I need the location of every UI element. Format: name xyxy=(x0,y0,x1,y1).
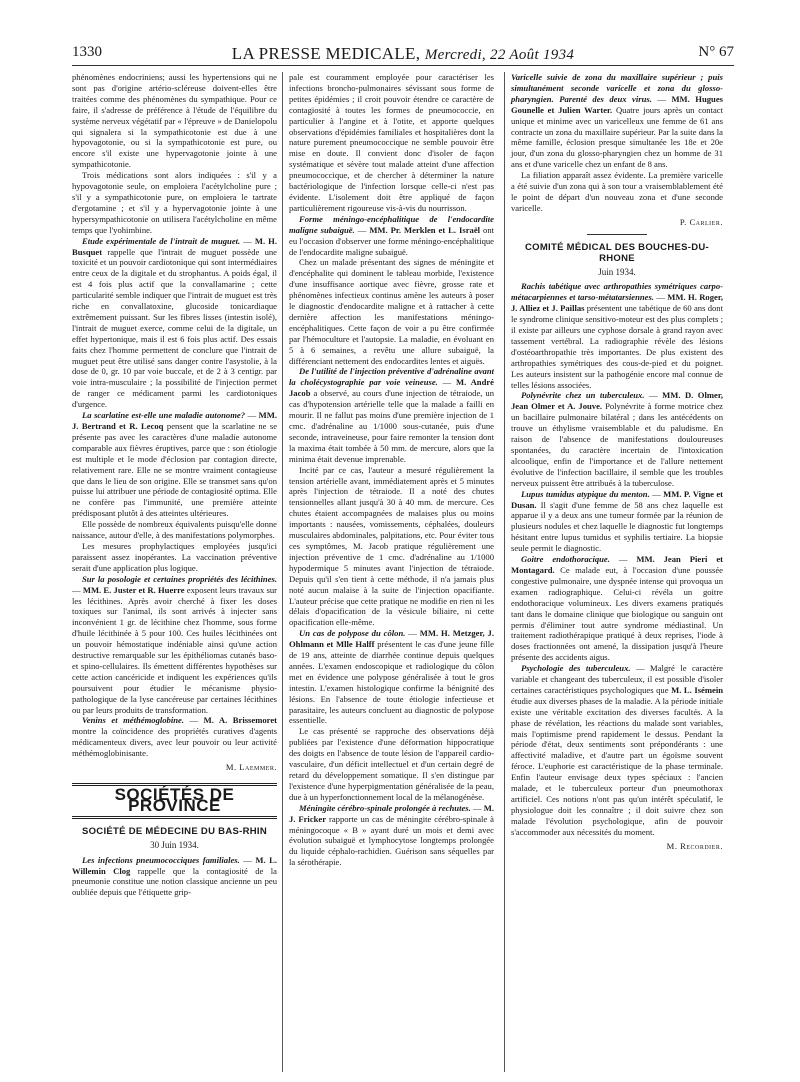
article-title: Les infections pneumococciques familiales. xyxy=(82,854,240,865)
signature: M. Recordier. xyxy=(666,840,723,851)
article-title: Méningite cérébro-spinale prolongée à rechutes. xyxy=(299,802,471,813)
article-title: Polynévrite chez un tuberculeux. xyxy=(521,390,645,401)
article-author: M. L. Isémein xyxy=(671,684,723,695)
article: Psychologie des tuberculeux. — Malgré le caractère variable et changeant des tuberculeux, il est possible d'isoler certaines caractéristiques psychologiques que M. L. Isémein étudie aux diverses phases de la maladie. A la période initiale existe une véritable excitation des diverses facultés. A la phase de révélation, les réactions du malade sont variables, mais l'optimisme prend rapidement le dessus. Pendant la période d'état, deux sentiments sont prépondérants : une affectivité maladive, et d'autre part un égoïsme souvent féroce. L'euphorie est caractéristique de la phase terminale. Enfin l'auteur envisage deux types spéciaux : l'ancien malade, et le tuberculeux porteur d'un pneumothorax artificiel. Ces notions n'ont pas qu'un intérêt spéculatif, le physiologue doit les connaître ; il doit suivre chez son malade l'évolution psychologique, afin de pouvoir s'accommoder aux nécessités du moment. xyxy=(511,663,723,837)
article-author: MM. P. Vigne et Dusan. xyxy=(511,488,723,510)
article-text: rappelle que l'intrait de muguet possède une toxicité et un pouvoir cardiotonique qui sont intermédiaires entre ceux de la digitale et du strophantus. A poids égal, il est 4 fois plus actif que la convallamarine ; cette particularité semble indiquer que l'intrait de muguet est très riche en convallatoxine, glucoside tonicardiaque extrêmement puissant. Sur les fibres lisses (intestin isolé), l'intrait de muguet exerce, comme celui de la digitale, un effet hypertonique, mais il est 6 fois plus actif. Des essais faits chez l'homme permettent de conclure que l'intrait de muguet peut être utilisé sans danger contre l'asystolie, à la dose de 0, gr. 10 par voie buccale, et de 2 à 3 centigr. par voie intra-musculaire ; la possibilité de l'injection permet de ranger ce médicament parmi les cardiotoniques d'urgence. xyxy=(72,246,277,410)
article-title: Venins et méthémoglobine. xyxy=(82,715,184,726)
paragraph: phénomènes endocriniens; aussi les hypertensions qui ne sont pas d'origine artério-scléreuse doivent-elles être traitées comme des phénomènes du sympathique. Pour ce faire, il s'adresse de préférence à l'étude de l'équilibre du système nerveux végétatif par « l'épreuve » de Danielopolu qui signalera si la sympathicotonie est due à une hypovagotonie, ou si la sympathicotonie est pure, ou encore s'il existe une hypervagotonie jointe à une sympathicotonie. xyxy=(72,72,277,170)
article: Rachis tabétique avec arthropathies symétriques carpo-métacarpiennes et tarso-métatarsiennes. — MM. H. Roger, J. Alliez et J. Paillas présentent une tabétique de 60 ans dont le syndrome clinique sensitivo-moteur est des plus complets ; il existe par ailleurs une cyphose dorsale à grand rayon avec tassement vertébral. La radiographie révèle des lésions d'ostéoarthropathie très importantes. De plus existent des arthropathies symétriques des cous-de-pied et du poignet. Les auteurs insistent sur la pathogénie encore mal connue de telles lésions associées. xyxy=(511,281,724,390)
article-author: M. A. Brissemoret xyxy=(203,715,277,726)
article-title: De l'utilité de l'injection préventive d'adrénaline avant la cholécystographie par voie veineuse. xyxy=(289,366,494,388)
article: Etude expérimentale de l'intrait de muguet. — M. H. Busquet rappelle que l'intrait de muguet possède une toxicité et un pouvoir cardiotonique qui sont intermédiaires entre ceux de la digitale et du strophantus. A poids égal, il est 4 fois plus actif que la convallamarine ; cette particularité semble indiquer que l'intrait de muguet est très riche en convallatoxine, glucoside tonicardiaque extrêmement puissant. Sur les fibres lisses (intestin isolé), l'intrait de muguet exerce, comme celui de la digitale, un effet hypertonique, mais il est 6 fois plus actif. Des essais faits chez l'homme permettent de conclure que l'intrait de muguet peut être utilisé sans danger contre l'asystolie, à la dose de 0, gr. 10 par voie buccale, et de 2 à 3 centigr. par voie intra-musculaire ; la possibilité de l'injection permet de ranger ce médicament parmi les cardiotoniques d'urgence. xyxy=(72,235,277,410)
separator-rule xyxy=(587,234,647,235)
article-text: Quatre jours après un contact unique et minime avec un varicelleux une femme de 61 ans contracte un zona du maxillaire supérieur. Par la suite dans la même famille, éclosion presque simultanée les 18e et 20e jour, d'un zona du glosso-pharyngien chez un homme de 31 ans et d'une varicelle chez un enfant de 8 ans. xyxy=(511,104,724,170)
society-name: SOCIÉTÉ DE MÉDECINE DU BAS-RHIN xyxy=(81,825,268,837)
article-author: MM. Hugues Gounelle et Julien Warter. xyxy=(511,93,723,115)
article-text: a observé, au cours d'une injection de tétraiode, un cas d'hypotension artérielle telle que la malade a failli en mourir. Il ne fallut pas moins d'une première injection de 1 cmc. d'adrénaline au 1/1000 sous-cutanée, puis d'une seconde, intraveineuse, pour faire remonter la tension dont la maxima était tombée à 50 mm. de mercure, alors que la minima était devenue imprenable. xyxy=(289,388,494,464)
paragraph: Les mesures prophylactiques employées jusqu'ici paraissent assez inopérantes. La vaccination préventive serait d'une application plus logique. xyxy=(72,540,277,573)
article-text: étudie aux diverses phases de la maladie. A la période initiale existe une véritable excitation des diverses facultés. A la phase de révélation, les réactions du malade sont variables, mais l'optimisme prend rapidement le dessus. Pendant la période d'état, deux sentiments sont prépondérants : une affectivité maladive, et d'autre part un égoïsme souvent féroce. L'euphorie est caractéristique de la phase terminale. Enfin l'auteur envisage deux types spéciaux : l'ancien malade, et le tuberculeux porteur d'un pneumothorax artificiel. Ces notions n'ont pas qu'un intérêt spéculatif, le physiologue doit les connaître ; il doit suivre chez son malade l'évolution psychologique, afin de pouvoir s'accommoder aux nécessités du moment. xyxy=(511,695,723,837)
page-number: 1330 xyxy=(72,44,102,60)
article: La scarlatine est-elle une maladie autonome? — MM. J. Bertrand et R. Lecoq pensent que la scarlatine ne se présente pas avec les caractères d'une maladie autonome comparable aux fièvres éruptives, parce que : son étiologie est multiple et le mode d'éclosion par contagion directe, relativement rare. Elle ne se montre vraiment contagieuse que dans le lieu de son origine. Elle se transmet sans qu'on puisse lui attribuer une période de contagiosité optima. Elle ne confère pas l'immunité, une première atteinte prédisposant plutôt à des atteintes ultérieures. xyxy=(72,410,278,519)
article-title: Varicelle suivie de zona du maxillaire supérieur ; puis simultanément seconde varicelle et zona du glosso-pharyngien. Parenté des deux virus. xyxy=(511,72,723,104)
paragraph: La filiation apparaît assez évidente. La première varicelle a été suivie d'un zona qui à son tour a vraisemblablement été le point de départ d'un nouveau zona et d'une seconde varicelle. xyxy=(511,170,723,213)
article: Méningite cérébro-spinale prolongée à rechutes. — M. J. Fricker rapporte un cas de méningite cérébro-spinale à méningocoque « B » ayant duré un mois et demi avec évolution subaiguë et lymphocytose longtemps prolongée du liquide céphalo-rachidien. Guérison sans séquelles par la sérothérapie. xyxy=(289,802,494,868)
article-text: pensent que la scarlatine ne se présente pas avec les caractères d'une maladie autonome comparable aux fièvres éruptives, parce que : son étiologie est multiple et le mode d'éclosion par contagion directe, relativement rare. Elle ne se montre vraiment contagieuse que dans le lieu de son origine. Elle se transmet sans qu'on puisse lui attribuer une période de contagiosité optima. Elle ne confère pas l'immunité, une première atteinte prédisposant plutôt à des atteintes ultérieures. xyxy=(72,421,278,519)
article-text: présentent une tabétique de 60 ans dont le syndrome clinique sensitivo-moteur est des plus complets ; il existe par ailleurs une cyphose dorsale à grand rayon avec tassement vertébral. La radiographie révèle des lésions d'ostéoarthropathie très importantes. De plus existent des arthropathies symétriques des cous-de-pied et du poignet. Les auteurs insistent sur la pathogénie encore mal connue de telles lésions associées. xyxy=(511,303,723,390)
section-heading: SOCIÉTÉS DE PROVINCE xyxy=(72,783,277,819)
journal-name: LA PRESSE MEDICALE, xyxy=(231,44,421,63)
article-text: montre la coïncidence des propriétés curatives d'agents médicamenteux divers, avec leur pouvoir ou leur activité méthémoglobinisante. xyxy=(72,726,277,759)
paragraph: Trois médications sont alors indiquées : s'il y a hypovagotonie seule, on emploiera l'acétylcholine pure ; s'il y a sympathicotonie pure, on emploiera le tartrate d'ergotamine ; et s'il y a hypervagotonie jointe à une hypersympathicotonie on utilisera l'acétylcholine en même temps que l'yohimbine. xyxy=(72,170,277,235)
article-title: Psychologie des tuberculeux. xyxy=(521,663,631,674)
society-date: 30 Juin 1934. xyxy=(150,839,199,850)
paragraph: Elle possède de nombreux équivalents puisqu'elle donne naissance, autour d'elle, à des manifestations polymorphes. xyxy=(72,519,277,541)
article-author: MM. H. Metzger, J. Ohlmann et Mlle Halff xyxy=(289,628,495,650)
column-divider xyxy=(504,72,505,1072)
article-author: MM. Jean Pieri et Montagard. xyxy=(511,554,723,575)
society-date: Juin 1934. xyxy=(598,266,636,277)
article: Polynévrite chez un tuberculeux. — MM. D. Olmer, Jean Olmer et A. Jouve. Polynévrite à forme motrice chez un bacillaire pulmonaire bilatéral ; dans les antécédents on trouve un éthylisme vraisemblable et du paludisme. En raison de l'absence de manifestations douloureuses spontanées, du caractère incertain de l'intoxication alcoolique, enfin de l'importance et de l'allure nettement évolutive de l'infection bacillaire, il semble que les troubles nerveux puissent être attribués à la tuberculose. xyxy=(511,390,724,488)
article: Venins et méthémoglobine. — M. A. Brissemoret montre la coïncidence des propriétés curatives d'agents médicamenteux divers, avec leur pouvoir ou leur activité méthémoglobinisante. xyxy=(72,715,277,759)
article-text: Ce malade eut, à l'occasion d'une poussée congestive pulmonaire, une dyspnée intense qui provoqua un examen radiographique. Celui-ci révéla un goitre endothoracique volumineux. Les divers examens pratiqués tant dans le domaine clinique que biologique ou sanguin ont permis d'éliminer tout autre syndrome médiastinal. Un traitement radiothérapique pratiqué à deux reprises, l'iode à doses fractionnées ont amené, la dissipation jusqu'à l'heure présente des accidents aigus. xyxy=(511,564,723,663)
paragraph: Chez un malade présentant des signes de méningite et d'encéphalite qui dominent le tableau morbide, l'existence d'une insuffisance aortique avec fièvre, grosse rate et phénomènes infectieux continus amène les auteurs à poser le diagnostic d'endocardite maligne et à rattacher à cette dernière affection les manifestations méningo-encéphalitiques. Cette façon de voir a pu être confirmée par l'hémoculture et l'autopsie. La maladie, en évoluant en 5 à 6 semaines, a revêtu une allure subaiguë, la différenciant nettement des endocardites lentes et aiguës. xyxy=(289,257,494,366)
article-title: Goitre endothoracique. xyxy=(521,554,610,565)
article-title: Forme méningo-encéphalitique de l'endocardite maligne subaiguë. xyxy=(289,213,494,235)
society-name: COMITÉ MÉDICAL DES BOUCHES-DU-RHONE xyxy=(524,241,710,264)
article-author: M. André Jacob xyxy=(289,377,494,399)
article-text: rappelle que la contagiosité de la pneumonie constitue une notion classique ancienne un peu oubliée depuis que l'étiquette grip- xyxy=(72,865,277,898)
article-text: ont eu l'occasion d'observer une forme méningo-encéphalitique de l'endocardite maligne subaiguë. xyxy=(289,224,494,257)
article-text: Malgré le caractère variable et changeant des tuberculeux, il est possible d'isoler certaines caractéristiques psychologiques que xyxy=(511,663,723,695)
column-2 xyxy=(289,72,494,868)
article-title: Sur la posologie et certaines propriétés des lécithines. xyxy=(82,573,277,584)
article-author: MM. E. Juster et R. Huerre xyxy=(82,584,185,595)
article-author: M. H. Busquet xyxy=(72,235,277,257)
article: Lupus tumidus atypique du menton. — MM. P. Vigne et Dusan. Il s'agit d'une femme de 58 ans chez laquelle est apparue il y a deux ans une tumeur formée par la réunion de plusieurs nodules et chez laquelle le diagnostic fut longtemps hésitant entre lupus tumidus et syphilis tertiaire. La biopsie seule permit le diagnostic. xyxy=(511,488,724,554)
article-author: M. L. Willemin Clog xyxy=(72,854,277,876)
article-author: MM. D. Olmer, Jean Olmer et A. Jouve. xyxy=(511,390,724,412)
article: De l'utilité de l'injection préventive d'adrénaline avant la cholécystographie par voie veineuse. — M. André Jacob a observé, au cours d'une injection de tétraiode, un cas d'hypotension artérielle telle que la malade a failli en mourir. Il ne fallut pas moins d'une première injection de 1 cmc. d'adrénaline au 1/1000 sous-cutanée, puis d'une seconde, intraveineuse, pour faire remonter la tension dont la maxima était tombée à 50 mm. de mercure, alors que la minima était devenue imprenable. xyxy=(289,366,494,464)
article: Sur la posologie et certaines propriétés des lécithines. — MM. E. Juster et R. Huerre exposent leurs travaux sur les lécithines. Après avoir cherché à fixer les doses toxiques sur l'animal, ils sont arrivés à injecter sans inconvénient 1 gr. de lécithine chez l'homme, sous forme d'huile lécithinée à 5 pour 100. Ces huiles lécithinées ont un pouvoir hémostatique indéniable ainsi qu'une action destructive remarquable sur les épithéliomas cutanés baso- et spino-cellulaires. Ils émettent différentes hypothèses sur cette action cancéricide et indiquent les expériences qu'ils poursuivent pour étudier le mécanisme physio-pathologique de la lyse cancéreuse par certaines lécithines ou par leurs produits de transformation. xyxy=(72,573,277,715)
article-text: Il s'agit d'une femme de 58 ans chez laquelle est apparue il y a deux ans une tumeur formée par la réunion de plusieurs nodules et chez laquelle le diagnostic fut longtemps hésitant entre lupus tumidus et syphilis tertiaire. La biopsie seule permit le diagnostic. xyxy=(511,499,724,554)
article: Les infections pneumococciques familiales. — M. L. Willemin Clog rappelle que la contagiosité de la pneumonie constitue une notion classique ancienne un peu oubliée depuis que l'étiquette grip- xyxy=(72,854,277,898)
paragraph: Incité par ce cas, l'auteur a mesuré régulièrement la tension artérielle avant, immédiatement après et 5 minutes après l'injection de tétraiode. Il a noté des chutes tensionnelles allant jusqu'à 30 à 40 mm. de mercure. Ces chutes étaient accompagnées de malaises plus ou moins importants : nausées, vomissements, céphalées, douleurs musculaires abdominales, palpitations, etc. Pour éviter tous ces symptômes, M. Jacob pratique régulièrement une injection préventive de 1 cmc. d'adrénaline au 1/1000 hypodermique 5 minutes avant l'injection de tétraiode. Depuis qu'il s'en tient à cette méthode, il n'a jamais plus noté aucun malaise à la suite de l'injection opacifiante. L'auteur précise que cette pratique ne modifie en rien ni les délais d'opacification de la vésicule biliaire, ni cette opacification elle-même. xyxy=(289,464,494,628)
article-title: Un cas de polypose du côlon. xyxy=(299,628,406,639)
article-author: M. J. Fricker xyxy=(289,802,494,824)
article: Forme méningo-encéphalitique de l'endocardite maligne subaiguë. — MM. Pr. Merklen et L. Israël ont eu l'occasion d'observer une forme méningo-encéphalitique de l'endocardite maligne subaiguë. xyxy=(289,213,494,257)
article-text: Polynévrite à forme motrice chez un bacillaire pulmonaire bilatéral ; dans les antécédents on trouve un éthylisme vraisemblable et du paludisme. En raison de l'absence de manifestations douloureuses spontanées, du caractère incertain de l'intoxication alcoolique, enfin de l'importance et de l'allure nettement évolutive de l'infection bacillaire, il semble que les troubles nerveux puissent être attribués à la tuberculose. xyxy=(511,401,723,488)
header-rule xyxy=(72,65,734,66)
article-text: rapporte un cas de méningite cérébro-spinale à méningocoque « B » ayant duré un mois et demi avec évolution subaiguë et lymphocytose longtemps prolongée du liquide céphalo-rachidien. Guérison sans séquelles par la sérothérapie. xyxy=(289,813,494,868)
article-author: MM. J. Bertrand et R. Lecoq xyxy=(72,410,278,431)
article-author: MM. H. Roger, J. Alliez et J. Paillas xyxy=(511,292,724,314)
article-title: La scarlatine est-elle une maladie autonome? xyxy=(82,410,245,421)
journal-title xyxy=(72,44,734,64)
article-title: Lupus tumidus atypique du menton. xyxy=(521,488,650,499)
article: Varicelle suivie de zona du maxillaire supérieur ; puis simultanément seconde varicelle et zona du glosso-pharyngien. Parenté des deux virus. — MM. Hugues Gounelle et Julien Warter. Quatre jours après un contact unique et minime avec un varicelleux une femme de 61 ans contracte un zona du maxillaire supérieur. Par la suite dans la même famille, éclosion presque simultanée les 18e et 20e jour, d'un zona du glosso-pharyngien chez un homme de 31 ans et d'une varicelle chez un enfant de 8 ans. xyxy=(511,72,724,170)
column-divider xyxy=(282,72,283,1072)
signature: M. Laemmer. xyxy=(225,762,277,773)
page-header xyxy=(72,44,734,64)
column-1 xyxy=(72,72,277,898)
article-text: exposent leurs travaux sur les lécithines. Après avoir cherché à fixer les doses toxiques sur l'animal, ils sont arrivés à injecter sans inconvénient 1 gr. de lécithine chez l'homme, sous forme d'huile lécithinée à 5 pour 100. Ces huiles lécithinées ont un pouvoir hémostatique indéniable ainsi qu'une action destructive remarquable sur les épithéliomas cutanés baso- et spino-cellulaires. Ils émettent différentes hypothèses sur cette action cancéricide et indiquent les expériences qu'ils poursuivent pour étudier le mécanisme physio-pathologique de la lyse cancéreuse par certaines lécithines ou par leurs produits de transformation. xyxy=(72,584,277,715)
article: Goitre endothoracique. — MM. Jean Pieri et Montagard. Ce malade eut, à l'occasion d'une poussée congestive pulmonaire, une dyspnée intense qui provoqua un examen radiographique. Celui-ci révéla un goitre endothoracique volumineux. Les divers examens pratiqués tant dans le domaine clinique que biologique ou sanguin ont permis d'éliminer tout autre syndrome médiastinal. Un traitement radiothérapique pratiqué à deux reprises, l'iode à doses fractionnées ont amené, la dissipation jusqu'à l'heure présente des accidents aigus. xyxy=(511,554,723,663)
article-author: MM. Pr. Merklen et L. Israël xyxy=(369,224,481,235)
article-title: Etude expérimentale de l'intrait de muguet. xyxy=(82,235,241,246)
paragraph: pale est couramment employée pour caractériser les infections broncho-pulmonaires sévissant sous forme de petites épidémies ; il croit pouvoir étendre ce caractère de contagiosité à toutes les formes de pneumococcie, en particulier à l'angine et à l'otite, et apporte quelques observations d'épidémies familiales et hospitalières dont la nature purement pneumococcique ne semble pouvoir être mise en doute. Il convient donc d'isoler de façon systématique et sévère tout malade atteint d'une affection pneumococcique, et de chercher à déterminer la nature bactériologique de l'infection lorsque celle-ci n'est pas évidente. L'isolement doit être appliqué de façon particulièrement rigoureuse vis-à-vis du nourrisson. xyxy=(289,72,494,213)
article: Un cas de polypose du côlon. — MM. H. Metzger, J. Ohlmann et Mlle Halff présentent le cas d'une jeune fille de 19 ans, atteinte de diarrhée continue depuis quelques années. L'examen endoscopique et radiologique du côlon met en évidence une polypose généralisée à tout le gros intestin. L'examen histologique confirme la bénignité des lésions. En l'absence de toute étiologie infectieuse et parasitaire, les auteurs concluent au diagnostic de polypose essentielle. xyxy=(289,628,495,726)
article-text: présentent le cas d'une jeune fille de 19 ans, atteinte de diarrhée continue depuis quelques années. L'examen endoscopique et radiologique du côlon met en évidence une polypose généralisée à tout le gros intestin. L'examen histologique confirme la bénignité des lésions. En l'absence de toute étiologie infectieuse et parasitaire, les auteurs concluent au diagnostic de polypose essentielle. xyxy=(289,639,495,726)
article-title: Rachis tabétique avec arthropathies symétriques carpo-métacarpiennes et tarso-métatarsiennes. xyxy=(511,281,723,303)
issue-number: N° 67 xyxy=(698,44,734,60)
signature: P. Carlier. xyxy=(679,216,723,227)
column-3 xyxy=(511,72,723,852)
issue-date: Mercredi, 22 Août 1934 xyxy=(424,47,575,63)
paragraph: Le cas présenté se rapproche des observations déjà publiées par l'existence d'une déformation hippocratique des doigts en l'absence de toute lésion de l'appareil cardio-vasculaire, d'un déficit intellectuel et d'un certain degré de retard du développement somatique. Il s'en distingue par l'existence d'une hyperpigmentation généralisée de la peau, due à un hyperfonctionnement local de la mélanogénèse. xyxy=(289,726,494,802)
